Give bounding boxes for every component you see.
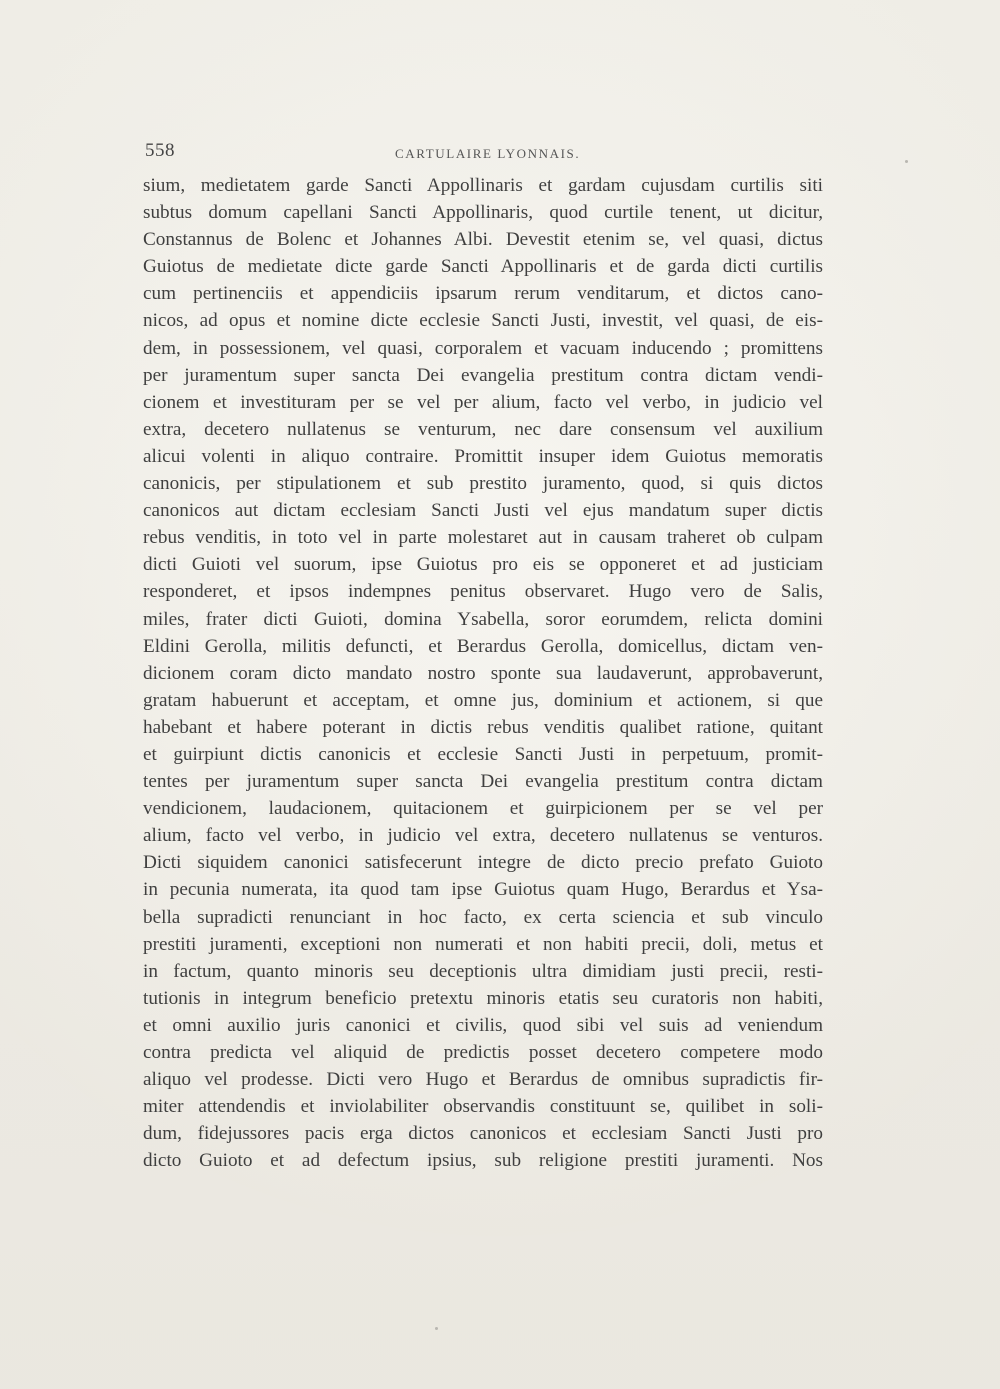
text-line: per juramentum super sancta Dei evangelia prestitum contra dictam vendi- bbox=[143, 364, 823, 386]
text-line: subtus domum capellani Sancti Appollinaris, quod curtile tenent, ut dicitur, bbox=[143, 202, 823, 224]
text-line: et guirpiunt dictis canonicis et ecclesie Sancti Justi in perpetuum, promit- bbox=[143, 743, 823, 765]
text-line: extra, decetero nullatenus se venturum, nec dare consensum vel auxilium bbox=[143, 418, 823, 440]
text-line: contra predicta vel aliquid de predictis posset decetero competere modo bbox=[143, 1042, 823, 1063]
text-line: et omni auxilio juris canonici et civilis, quod sibi vel suis ad veniendum bbox=[143, 1014, 823, 1036]
text-line: habebant et habere poterant in dictis rebus venditis qualibet ratione, quitant bbox=[143, 716, 823, 738]
text-line: canonicos aut dictam ecclesiam Sancti Justi vel ejus mandatum super dictis bbox=[143, 500, 823, 522]
text-line: gratam habuerunt et acceptam, et omne jus, dominium et actionem, si que bbox=[143, 689, 823, 711]
paper-speck bbox=[435, 1327, 438, 1330]
body-text bbox=[143, 172, 823, 1174]
text-line: dum, fidejussores pacis erga dictos canonicos et ecclesiam Sancti Justi pro bbox=[143, 1123, 823, 1145]
text-line: dem, in possessionem, vel quasi, corporalem et vacuam inducendo ; promittens bbox=[143, 337, 823, 359]
text-line: in pecunia numerata, ita quod tam ipse Guiotus quam Hugo, Berardus et Ysa- bbox=[143, 879, 823, 901]
text-line: nicos, ad opus et nomine dicte ecclesie Sancti Justi, investit, vel quasi, de eis- bbox=[143, 310, 823, 332]
text-line: alium, facto vel verbo, in judicio vel extra, decetero nullatenus se venturos. bbox=[143, 825, 823, 847]
paper-speck bbox=[905, 160, 908, 163]
text-line: rebus venditis, in toto vel in parte molestaret aut in causam traheret ob culpam bbox=[143, 527, 823, 549]
text-line: dicti Guioti vel suorum, ipse Guiotus pro eis se opponeret et ad justiciam bbox=[143, 554, 823, 576]
text-line: responderet, et ipsos indempnes penitus observaret. Hugo vero de Salis, bbox=[143, 581, 823, 603]
text-line: Guiotus de medietate dicte garde Sancti Appollinaris et de garda dicti curtilis bbox=[143, 256, 823, 278]
text-line: sium, medietatem garde Sancti Appollinaris et gardam cujusdam curtilis siti bbox=[143, 175, 823, 196]
text-line: miter attendendis et inviolabiliter observandis constituunt se, quilibet in soli- bbox=[143, 1096, 823, 1118]
text-line: canonicis, per stipulationem et sub prestito juramento, quod, si quis dictos bbox=[143, 473, 823, 495]
text-line: Eldini Gerolla, militis defuncti, et Berardus Gerolla, domicellus, dictam ven- bbox=[143, 635, 823, 657]
text-line: prestiti juramenti, exceptioni non numerati et non habiti precii, doli, metus et bbox=[143, 933, 823, 955]
running-title: CARTULAIRE LYONNAIS. bbox=[395, 146, 581, 161]
text-line: cionem et investituram per se vel per alium, facto vel verbo, in judicio vel bbox=[143, 391, 823, 413]
text-line: miles, frater dicti Guioti, domina Ysabella, soror eorumdem, relicta domini bbox=[143, 608, 823, 630]
text-line: in factum, quanto minoris seu deceptionis ultra dimidiam justi precii, resti- bbox=[143, 960, 823, 982]
text-line: aliquo vel prodesse. Dicti vero Hugo et Berardus de omnibus supradictis fir- bbox=[143, 1069, 823, 1091]
text-line: bella supradicti renunciant in hoc facto, ex certa sciencia et sub vinculo bbox=[143, 906, 823, 928]
text-line: vendicionem, laudacionem, quitacionem et guirpicionem per se vel per bbox=[143, 798, 823, 820]
text-line: Dicti siquidem canonici satisfecerunt integre de dicto precio prefato Guioto bbox=[143, 852, 823, 874]
text-line: dicto Guioto et ad defectum ipsius, sub religione prestiti juramenti. Nos bbox=[143, 1150, 823, 1172]
text-line: tutionis in integrum beneficio pretextu minoris etatis seu curatoris non habiti, bbox=[143, 987, 823, 1009]
text-line: Constannus de Bolenc et Johannes Albi. Devestit etenim se, vel quasi, dictus bbox=[143, 229, 823, 251]
text-line: cum pertinenciis et appendiciis ipsarum rerum venditarum, et dictos cano- bbox=[143, 283, 823, 305]
page-number: 558 bbox=[145, 140, 175, 161]
text-line: dicionem coram dicto mandato nostro sponte sua laudaverunt, approbaverunt, bbox=[143, 662, 823, 684]
page-header bbox=[145, 140, 825, 170]
text-line: tentes per juramentum super sancta Dei evangelia prestitum contra dictam bbox=[143, 771, 823, 793]
text-line: alicui volenti in aliquo contraire. Promittit insuper idem Guiotus memoratis bbox=[143, 445, 823, 467]
